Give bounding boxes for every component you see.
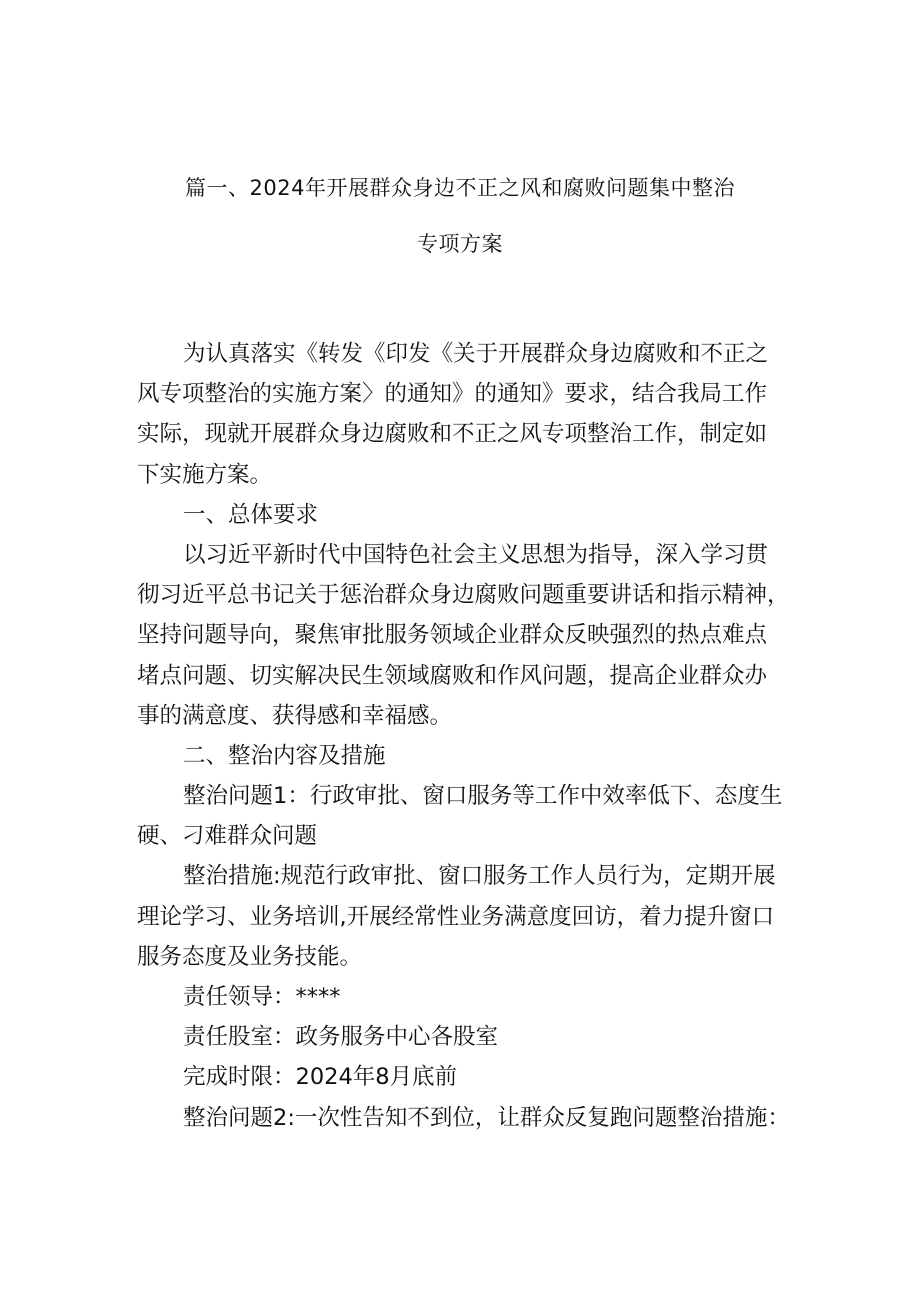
paragraph-line: 下实施方案。 (137, 461, 273, 488)
responsible-department: 责任股室：政务服务中心各股室 (183, 1024, 499, 1051)
section-heading: 二、整治内容及措施 (183, 742, 386, 769)
paragraph-line: 事的满意度、获得感和幸福感。 (137, 702, 453, 729)
section-heading: 一、总体要求 (183, 501, 319, 528)
responsible-leader: 责任领导：**** (183, 984, 341, 1010)
paragraph-line: 以习近平新时代中国特色社会主义思想为指导，深入学习贯 (183, 541, 769, 568)
completion-deadline: 完成时限：2024年8月底前 (183, 1064, 458, 1091)
document-body (137, 334, 797, 1138)
paragraph-line: 风专项整治的实施方案〉的通知》的通知》要求，结合我局工作 (137, 381, 768, 408)
paragraph-line: 服务态度及业务技能。 (137, 943, 363, 970)
paragraph-line: 堵点问题、切实解决民生领域腐败和作风问题，提高企业群众办 (137, 662, 768, 689)
paragraph-line: 坚持问题导向，聚焦审批服务领域企业群众反映强烈的热点难点 (137, 622, 768, 649)
document-title-line-2: 专项方案 (417, 232, 503, 256)
paragraph-line: 实际，现就开展群众身边腐败和不正之风专项整治工作，制定如 (137, 421, 768, 448)
paragraph-line: 硬、刁难群众问题 (137, 823, 318, 850)
paragraph-line: 为认真落实《转发《印发《关于开展群众身边腐败和不正之 (183, 341, 769, 367)
paragraph-line: 理论学习、业务培训,开展经常性业务满意度回访，着力提升窗口 (137, 903, 775, 930)
document-title-line-1: 篇一、2024年开展群众身边不正之风和腐败问题集中整治 (185, 176, 735, 200)
paragraph-line: 整治措施:规范行政审批、窗口服务工作人员行为，定期开展 (183, 863, 776, 890)
paragraph-line: 整治问题2:一次性告知不到位，让群众反复跑问题整治措施： (183, 1104, 790, 1131)
paragraph-line: 彻习近平总书记关于惩治群众身边腐败问题重要讲话和指示精神， (137, 582, 790, 609)
paragraph-line: 整治问题1：行政审批、窗口服务等工作中效率低下、态度生 (183, 783, 783, 810)
